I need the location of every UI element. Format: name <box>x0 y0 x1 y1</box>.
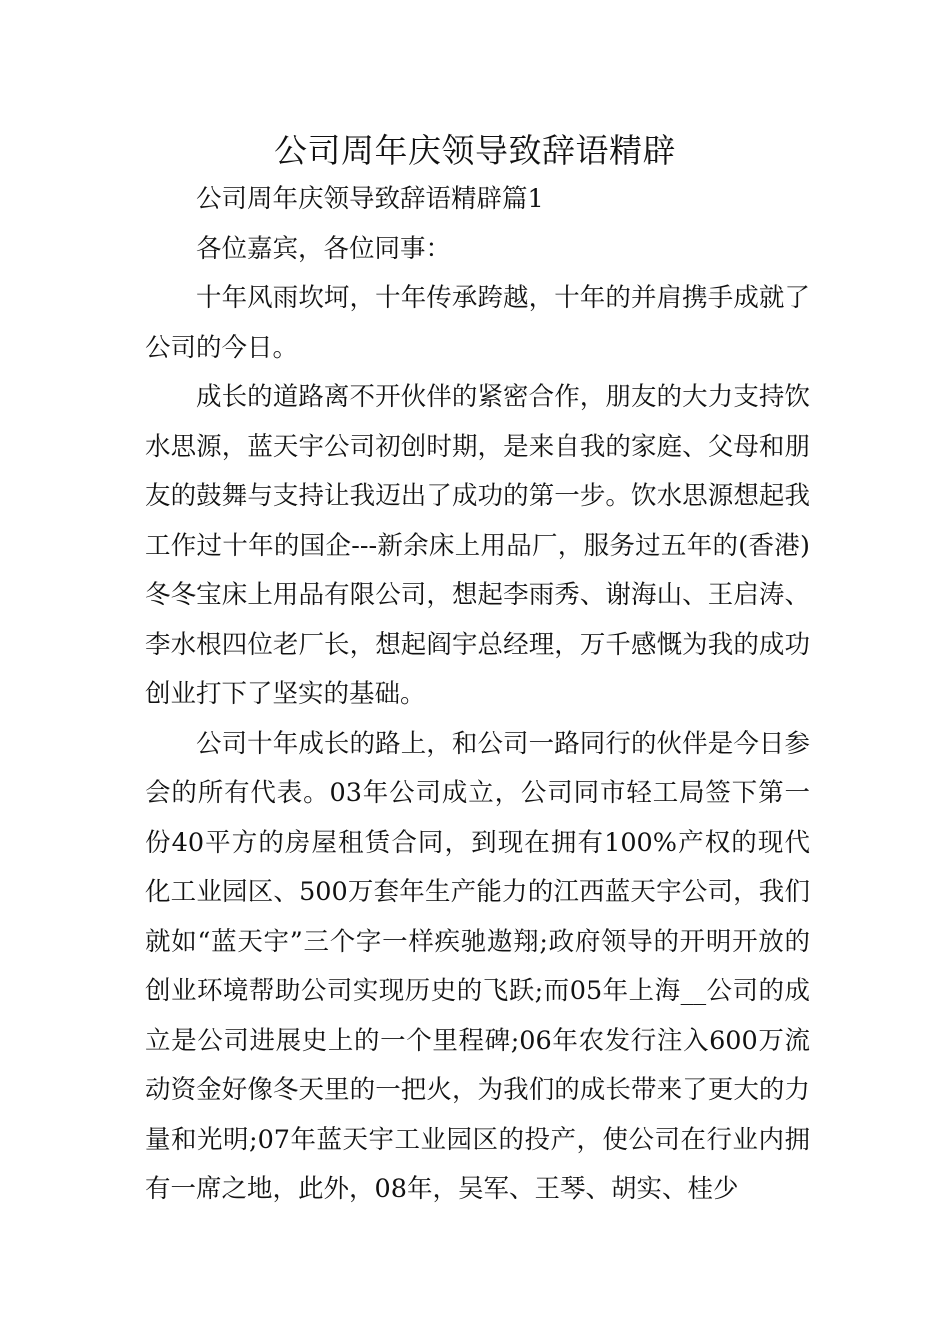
document-title: 公司周年庆领导致辞语精辟 <box>274 131 676 170</box>
paragraph-subtitle: 公司周年庆领导致辞语精辟篇1 <box>196 184 544 214</box>
paragraph-growth: 成长的道路离不开伙伴的紧密合作，朋友的大力支持饮水思源，蓝天宇公司初创时期，是来自我的家庭、父母和朋友的鼓舞与支持让我迈出了成功的第一步。饮水思源想起我工作过十年的国企---新余床上用品厂，服务过五年的(香港)冬冬宝床上用品有限公司，想起李雨秀、谢海山、王启涛、李水根四位老厂长，想起阎宇总经理，万千感慨为我的成功创业打下了坚实的基础。 <box>145 382 810 709</box>
document-body <box>145 175 810 1215</box>
paragraph-salutation: 各位嘉宾，各位同事： <box>196 233 452 264</box>
paragraph-history: 公司十年成长的路上，和公司一路同行的伙伴是今日参会的所有代表。03年公司成立，公司同市轻工局签下第一份40平方的房屋租赁合同，到现在拥有100%产权的现代化工业园区、500万套年生产能力的江西蓝天宇公司，我们就如“蓝天宇”三个字一样疾驰遨翔;政府领导的开明开放的创业环境帮助公司实现历史的飞跃;而05年上海__公司的成立是公司进展史上的一个里程碑;06年农发行注入600万流动资金好像冬天里的一把火，为我们的成长带来了更大的力量和光明;07年蓝天宇工业园区的投产，使公司在行业内拥有一席之地，此外，08年，吴军、王琴、胡实、桂少 <box>145 728 810 1204</box>
paragraph-opening: 十年风雨坎坷，十年传承跨越，十年的并肩携手成就了公司的今日。 <box>145 283 810 363</box>
